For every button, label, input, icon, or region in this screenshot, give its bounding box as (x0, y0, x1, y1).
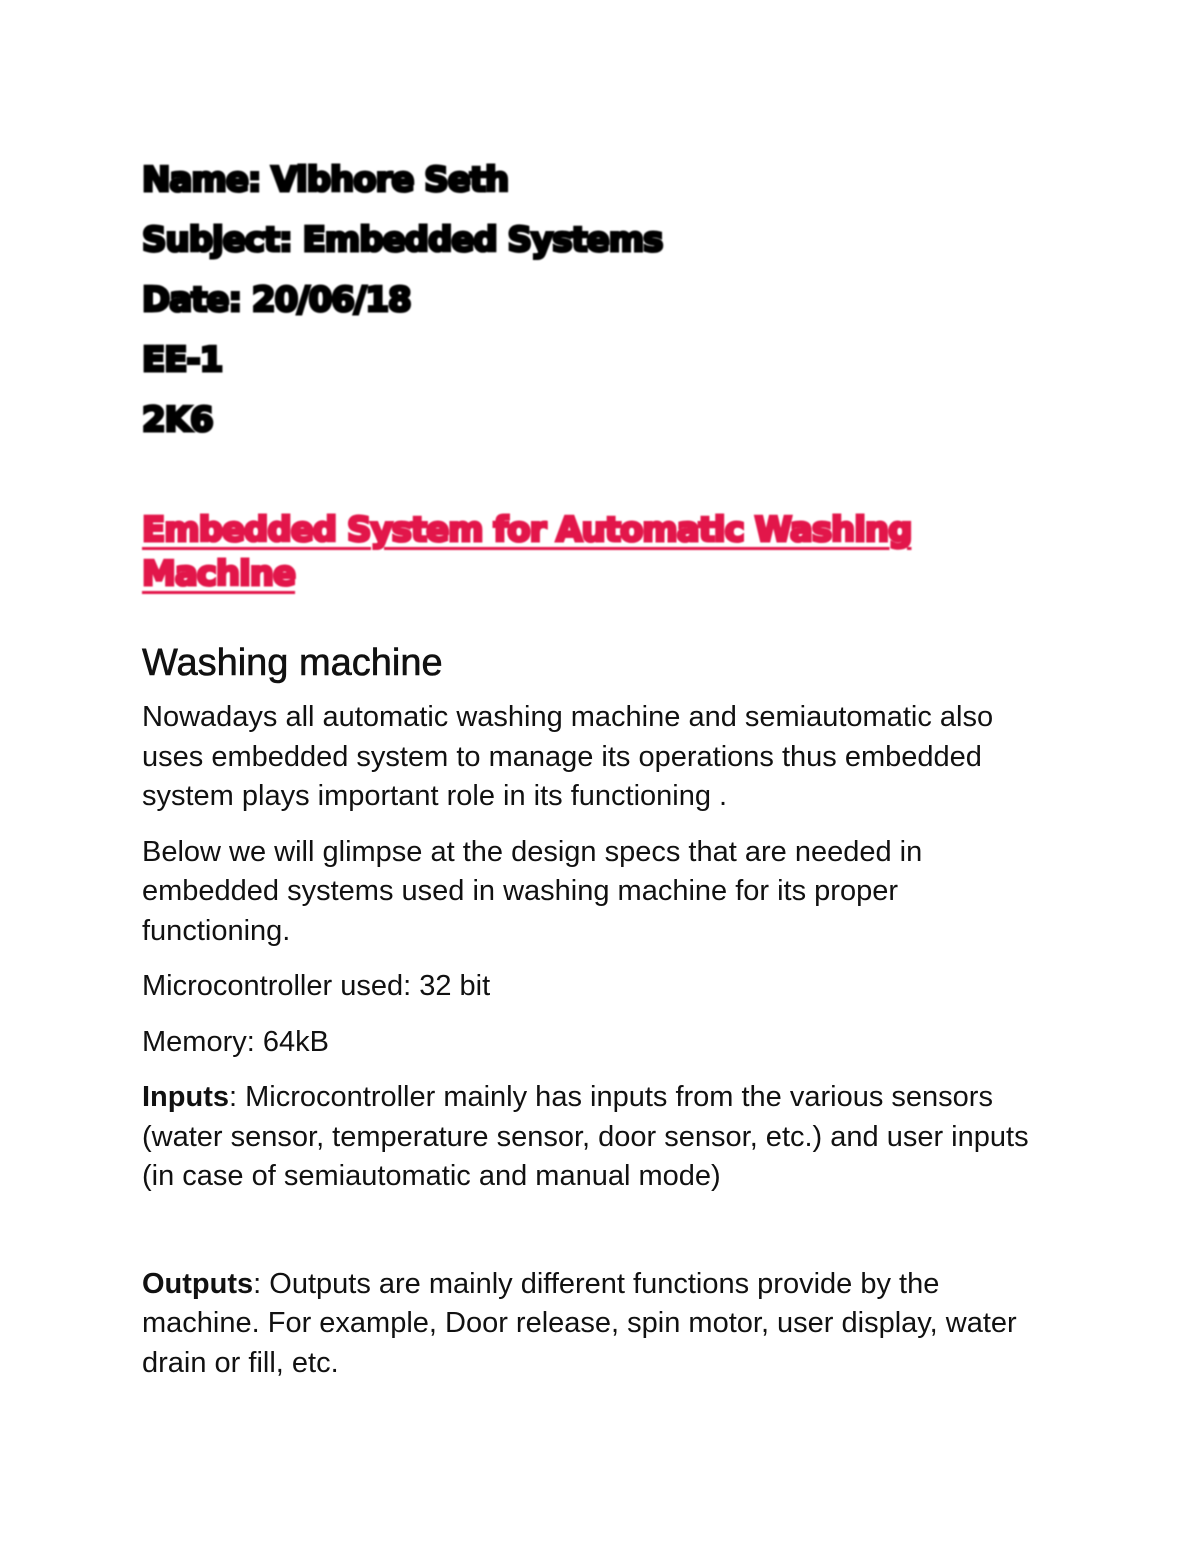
outputs-label: Outputs (142, 1267, 254, 1300)
paragraph-specs: Below we will glimpse at the design specs that are needed in embedded systems used in washing machine for its proper functioning. (142, 835, 923, 947)
document-content (142, 150, 1042, 1383)
header-batch: 2K6 (142, 400, 213, 440)
paragraph-memory: Memory: 64kB (142, 1025, 329, 1058)
paragraph-intro: Nowadays all automatic washing machine and semiautomatic also uses embedded system to manage its operations thus embedded system plays important role in its functioning . (142, 701, 994, 812)
paragraph-inputs (142, 1078, 1042, 1197)
inputs-text: : Microcontroller mainly has inputs from the various sensors (water sensor, temperature sensor, door sensor, etc.) and user inputs (in case of semiautomatic and manual mode) (142, 1081, 1029, 1192)
paragraph-outputs (142, 1265, 1042, 1384)
header-name: Name: Vibhore Seth (142, 160, 509, 200)
paragraph-microcontroller: Microcontroller used: 32 bit (142, 970, 491, 1002)
header-section: EE-1 (142, 340, 223, 380)
header-block (142, 150, 1042, 450)
header-date: Date: 20/06/18 (142, 280, 411, 320)
header-subject: Subject: Embedded Systems (142, 220, 663, 260)
inputs-label: Inputs (142, 1081, 229, 1113)
outputs-text: : Outputs are mainly different functions provide by the machine. For example, Door release, spin motor, user display, water drain or fill, etc. (142, 1267, 1017, 1379)
section-heading: Washing machine (142, 642, 443, 684)
document-title: Embedded System for Automatic Washing Machine (142, 510, 912, 594)
